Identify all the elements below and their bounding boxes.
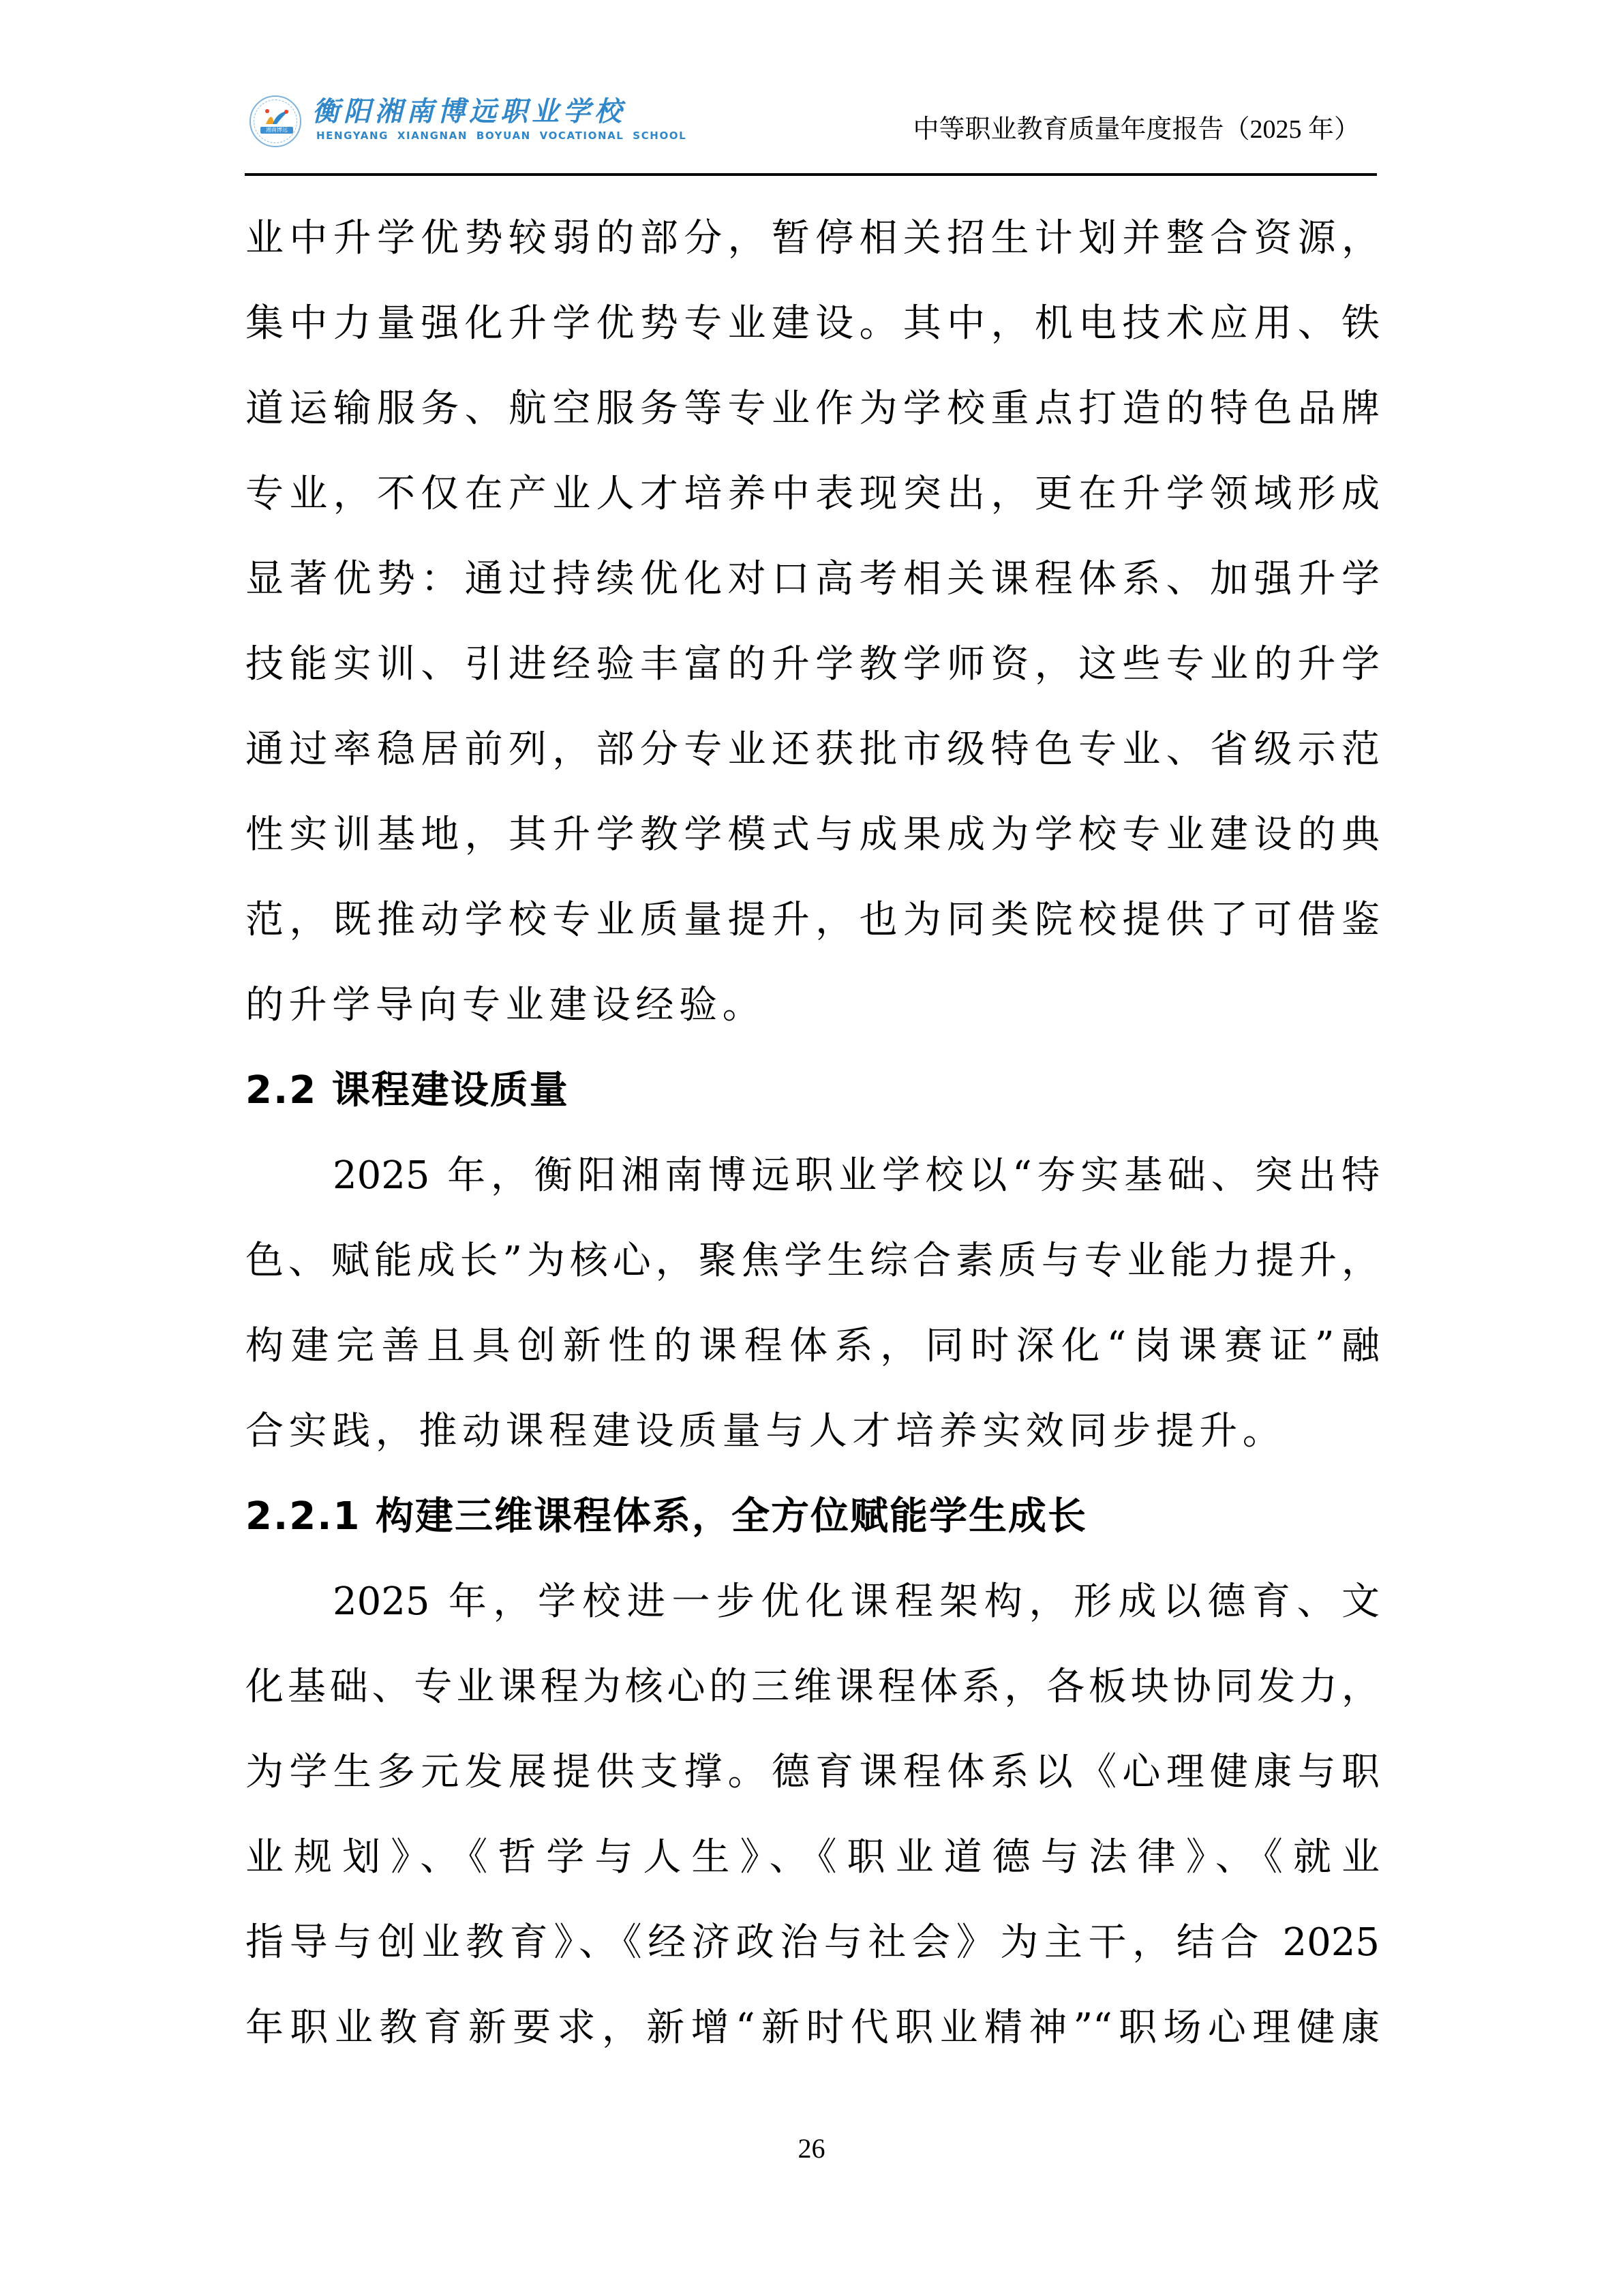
paragraph-line: 指导与创业教育》、《经济政治与社会》为主干，结合 2025: [245, 1920, 1380, 1965]
paragraph-line: 性实训基地，其升学教学模式与成果成为学校专业建设的典: [245, 813, 1380, 857]
paragraph-line: 集中力量强化升学优势专业建设。其中，机电技术应用、铁: [245, 301, 1380, 346]
paragraph-line: 通过率稳居前列，部分专业还获批市级特色专业、省级示范: [245, 727, 1380, 772]
school-logo: [249, 95, 687, 150]
header-rule: [245, 173, 1377, 176]
section-heading: 2.2.1 构建三维课程体系，全方位赋能学生成长: [245, 1494, 1087, 1539]
paragraph-line: 业中升学优势较弱的部分，暂停相关招生计划并整合资源，: [245, 216, 1380, 260]
paragraph-line: 专业，不仅在产业人才培养中表现突出，更在升学领域形成: [245, 472, 1380, 516]
document-body: [245, 196, 1380, 2070]
section-heading: 2.2 课程建设质量: [245, 1068, 569, 1113]
paragraph-line: 年职业教育新要求，新增“新时代职业精神”“职场心理健康: [245, 2006, 1380, 2050]
report-title: 中等职业教育质量年度报告（2025 年）: [913, 115, 1360, 144]
paragraph-line: 2025 年，学校进一步优化课程架构，形成以德育、文: [333, 1580, 1380, 1624]
paragraph-line: 的升学导向专业建设经验。: [245, 983, 766, 1027]
paragraph-line: 色、赋能成长”为核心，聚焦学生综合素质与专业能力提升，: [245, 1239, 1380, 1283]
paragraph-line: 构建完善且具创新性的课程体系，同时深化“岗课赛证”融: [245, 1324, 1380, 1368]
paragraph-line: 2025 年，衡阳湘南博远职业学校以“夯实基础、突出特: [333, 1153, 1380, 1198]
school-name-cn: 衡阳湘南博远职业学校: [312, 95, 626, 127]
paragraph-line: 合实践，推动课程建设质量与人才培养实效同步提升。: [245, 1409, 1286, 1453]
paragraph-line: 显著优势：通过持续优化对口高考相关课程体系、加强升学: [245, 557, 1380, 601]
emblem-label: 湘南博远: [260, 127, 293, 134]
paragraph-line: 业规划》、《哲学与人生》、《职业道德与法律》、《就业: [245, 1835, 1380, 1879]
emblem-mark-icon: [263, 108, 290, 125]
paragraph-line: 化基础、专业课程为核心的三维课程体系，各板块协同发力，: [245, 1665, 1380, 1709]
paragraph-line: 技能实训、引进经验丰富的升学教学师资，这些专业的升学: [245, 642, 1380, 686]
paragraph-line: 范，既推动学校专业质量提升，也为同类院校提供了可借鉴: [245, 898, 1380, 942]
school-emblem-icon: [249, 95, 301, 147]
paragraph-line: 为学生多元发展提供支撑。德育课程体系以《心理健康与职: [245, 1750, 1380, 1794]
page-header: [0, 0, 1623, 177]
school-name-en: HENGYANG XIANGNAN BOYUAN VOCATIONAL SCHOOL: [316, 130, 687, 142]
page-number: 26: [798, 2133, 825, 2164]
paragraph-line: 道运输服务、航空服务等专业作为学校重点打造的特色品牌: [245, 387, 1380, 431]
